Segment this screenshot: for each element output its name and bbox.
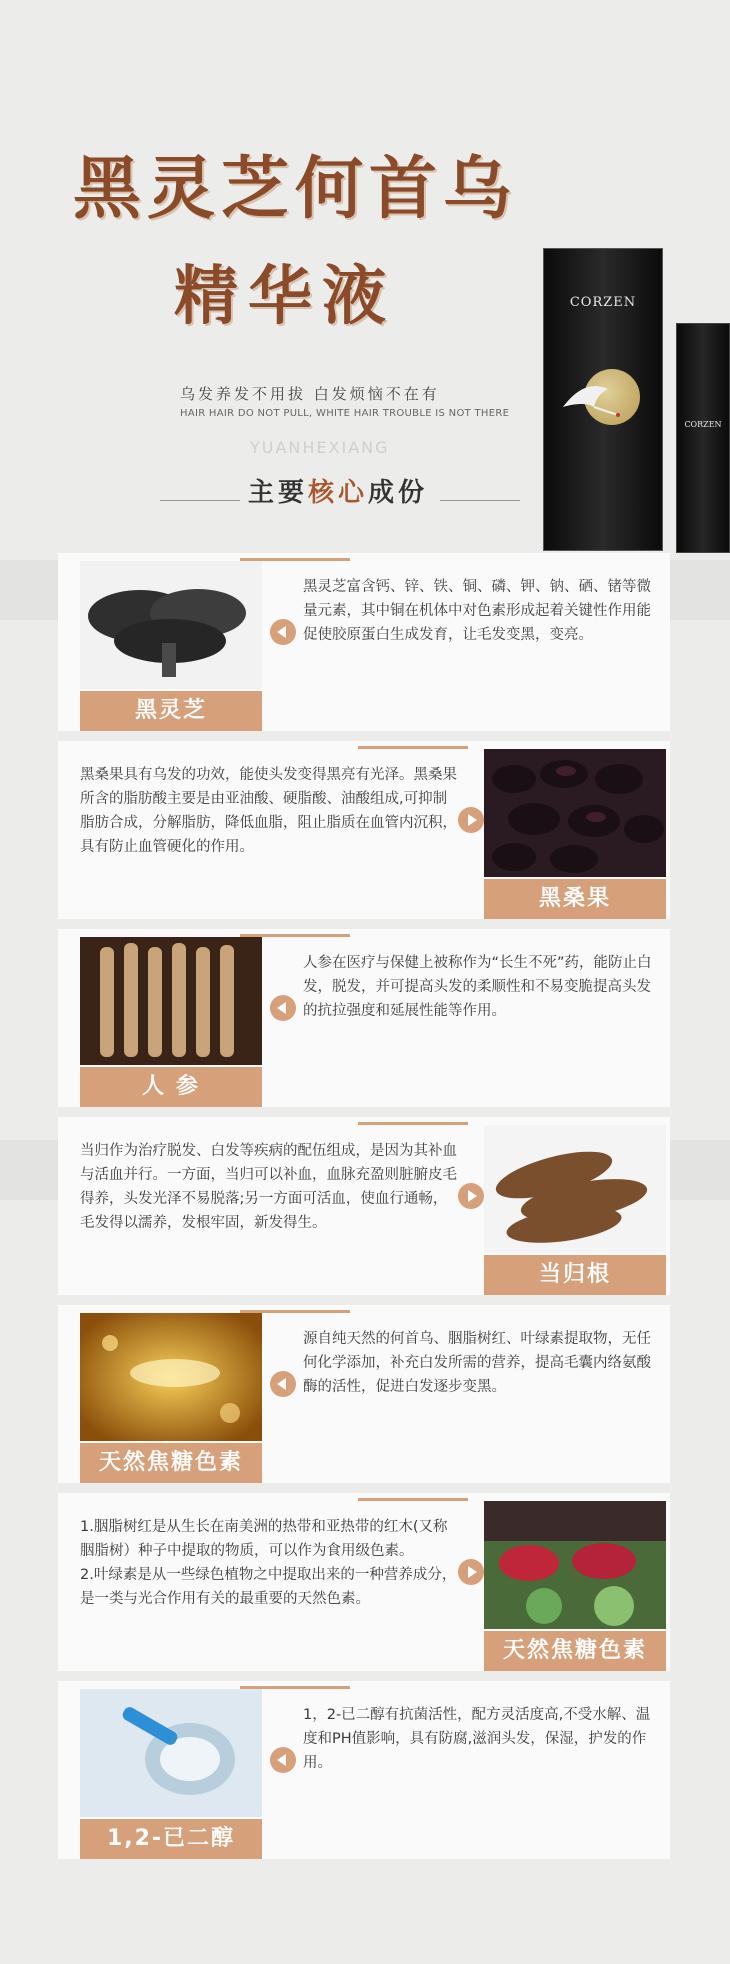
section-title-part1: 主要 bbox=[248, 478, 309, 508]
ingredient-card bbox=[58, 553, 670, 731]
slogan: 乌发养发不用拔 白发烦恼不在有 bbox=[180, 385, 440, 403]
card-accent-line bbox=[358, 1122, 468, 1125]
ingredient-photo-caramel bbox=[80, 1313, 262, 1441]
product-box-image bbox=[543, 248, 663, 551]
ingredient-label: 当归根 bbox=[484, 1255, 666, 1295]
ingredient-label: 天然焦糖色素 bbox=[484, 1631, 666, 1671]
ingredient-description: 当归作为治疗脱发、白发等疾病的配伍组成，是因为其补血与活血并行。一方面，当归可以补血，血脉充盈则脏腑皮毛得养，头发光泽不易脱落;另一方面可活血，使血行通畅，毛发得以濡养，发根牢固，新发得生。 bbox=[80, 1143, 457, 1231]
ingredient-photo-black-lingzhi bbox=[80, 561, 262, 689]
watermark: YUANHEXIANG bbox=[250, 438, 390, 457]
product-bottle-image bbox=[676, 323, 730, 553]
section-divider-left bbox=[160, 500, 240, 501]
ingredient-photo-ginseng bbox=[80, 937, 262, 1065]
arrow-right-icon bbox=[458, 807, 484, 833]
product-brand-small: CORZEN bbox=[684, 420, 722, 429]
ingredient-card bbox=[58, 1493, 670, 1671]
section-title-part2: 成份 bbox=[368, 478, 429, 508]
arrow-left-icon bbox=[270, 1747, 296, 1773]
section-title-accent: 核心 bbox=[308, 478, 369, 508]
ingredient-card bbox=[58, 929, 670, 1107]
crane-icon bbox=[558, 377, 628, 421]
ingredient-label: 黑灵芝 bbox=[80, 691, 262, 731]
ingredient-label: 人 参 bbox=[80, 1067, 262, 1107]
ingredient-card bbox=[58, 1681, 670, 1859]
ingredient-description: 人参在医疗与保健上被称作为“长生不死”药，能防止白发，脱发，并可提高头发的柔顺性和不易变脆提高头发的抗拉强度和延展性能等作用。 bbox=[303, 955, 652, 1019]
ingredient-description: 1，2-已二醇有抗菌活性，配方灵活度高,不受水解、温度和PH值影响，具有防腐,滋润头发，保湿，护发的作用。 bbox=[303, 1707, 651, 1771]
arrow-right-icon bbox=[458, 1183, 484, 1209]
ingredient-description: 1.胭脂树红是从生长在南美洲的热带和亚热带的红木(又称胭脂树）种子中提取的物质，可以作为食用级色素。 2.叶绿素是从一些绿色植物之中提取出来的一种营养成分，是一类与光合作用有关的最重要的天然色素。 bbox=[80, 1519, 457, 1607]
arrow-right-icon bbox=[458, 1559, 484, 1585]
ingredient-description: 黑桑果具有乌发的功效，能使头发变得黑亮有光泽。黑桑果所含的脂肪酸主要是由亚油酸、硬脂酸、油酸组成,可抑制脂肪合成，分解脂肪，降低血脂，阻止脂质在血管内沉积，具有防止血管硬化的作用。 bbox=[80, 767, 457, 855]
ingredient-label: 天然焦糖色素 bbox=[80, 1443, 262, 1483]
ingredient-card bbox=[58, 1117, 670, 1295]
ingredient-photo-mulberry bbox=[484, 749, 666, 877]
ingredient-photo-hexanediol bbox=[80, 1689, 262, 1817]
slogan-en: HAIR HAIR DO NOT PULL, WHITE HAIR TROUBLE IS NOT THERE bbox=[180, 408, 510, 419]
ingredient-label: 1,2-已二醇 bbox=[80, 1819, 262, 1859]
arrow-left-icon bbox=[270, 619, 296, 645]
arrow-left-icon bbox=[270, 1371, 296, 1397]
section-title bbox=[248, 472, 428, 509]
card-accent-line bbox=[358, 1498, 468, 1501]
ingredient-description: 源自纯天然的何首乌、胭脂树红、叶绿素提取物，无任何化学添加，补充白发所需的营养，提高毛囊内络氨酸酶的活性，促进白发逐步变黑。 bbox=[303, 1331, 651, 1395]
section-divider-right bbox=[440, 500, 520, 501]
ingredient-description: 黑灵芝富含钙、锌、铁、铜、磷、钾、钠、硒、锗等微量元素，其中铜在机体中对色素形成起着关键性作用能促使胶原蛋白生成发育，让毛发变黑，变亮。 bbox=[303, 579, 651, 643]
ingredient-card bbox=[58, 1305, 670, 1483]
arrow-left-icon bbox=[270, 995, 296, 1021]
ingredient-photo-angelica-root bbox=[484, 1125, 666, 1253]
hero-title-line1: 黑灵芝何首乌 bbox=[72, 149, 517, 229]
ingredient-card bbox=[58, 741, 670, 919]
hero-title-line2: 精华液 bbox=[174, 259, 396, 334]
ingredient-label: 黑桑果 bbox=[484, 879, 666, 919]
card-accent-line bbox=[358, 746, 468, 749]
ingredient-photo-annatto-chlorophyll bbox=[484, 1501, 666, 1629]
product-brand: CORZEN bbox=[569, 295, 637, 310]
